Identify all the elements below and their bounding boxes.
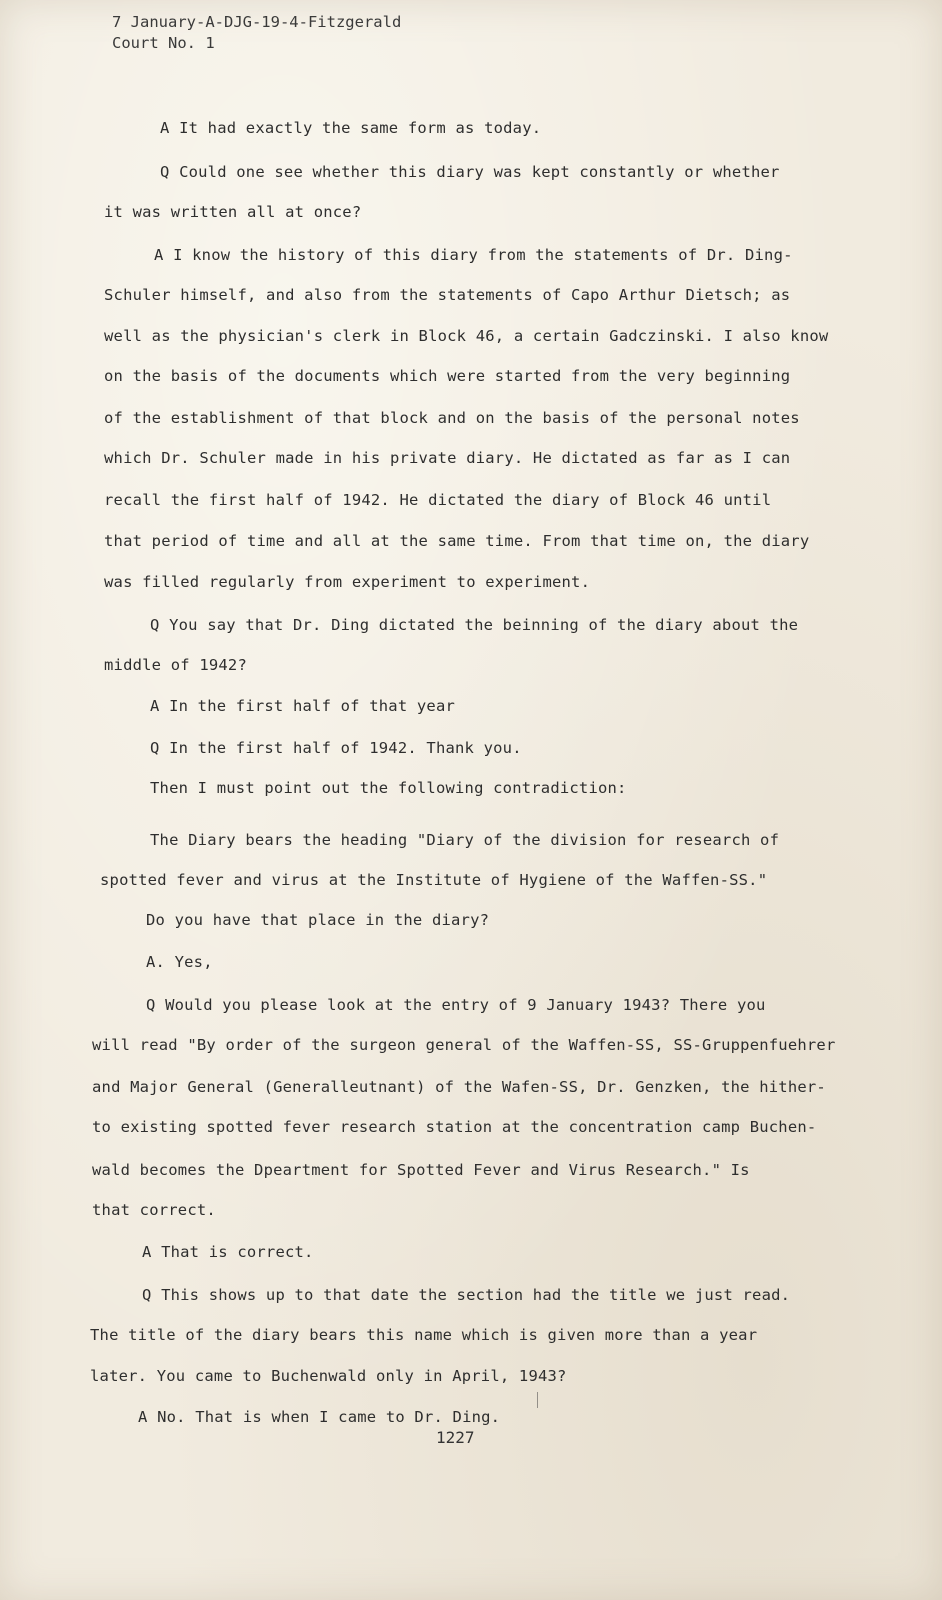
transcript-line: Q Could one see whether this diary was kept constantly or whether xyxy=(160,163,780,181)
transcript-line: spotted fever and virus at the Institute of Hygiene of the Waffen-SS." xyxy=(100,871,768,889)
transcript-line: that correct. xyxy=(92,1201,216,1219)
transcript-line: on the basis of the documents which were started from the very beginning xyxy=(104,367,791,385)
transcript-line: recall the first half of 1942. He dictated the diary of Block 46 until xyxy=(104,491,772,509)
transcript-line: A That is correct. xyxy=(142,1243,314,1261)
transcript-line: Q You say that Dr. Ding dictated the beinning of the diary about the xyxy=(150,616,799,634)
transcript-line: will read "By order of the surgeon general of the Waffen-SS, SS-Gruppenfuehrer xyxy=(92,1036,836,1054)
transcript-line: to existing spotted fever research station at the concentration camp Buchen- xyxy=(92,1118,817,1136)
header-reference: 7 January-A-DJG-19-4-Fitzgerald xyxy=(112,13,402,31)
transcript-line: Then I must point out the following contradiction: xyxy=(150,779,627,797)
transcript-line: middle of 1942? xyxy=(104,656,247,674)
document-header xyxy=(112,12,401,54)
transcript-line: Q In the first half of 1942. Thank you. xyxy=(150,739,522,757)
transcript-line: of the establishment of that block and on the basis of the personal notes xyxy=(104,409,800,427)
header-court: Court No. 1 xyxy=(112,34,215,52)
paper-mark xyxy=(537,1392,538,1408)
transcript-line: well as the physician's clerk in Block 46, a certain Gadczinski. I also know xyxy=(104,327,829,345)
page-number: 1227 xyxy=(436,1428,475,1447)
transcript-line: later. You came to Buchenwald only in April, 1943? xyxy=(90,1367,567,1385)
transcript-line: Do you have that place in the diary? xyxy=(146,911,490,929)
transcript-line: The Diary bears the heading "Diary of the division for research of xyxy=(150,831,780,849)
transcript-line: and Major General (Generalleutnant) of the Wafen-SS, Dr. Genzken, the hither- xyxy=(92,1078,826,1096)
transcript-line: A. Yes, xyxy=(146,953,213,971)
transcript-line: was filled regularly from experiment to experiment. xyxy=(104,573,591,591)
transcript-line: A It had exactly the same form as today. xyxy=(160,119,542,137)
transcript-line: A In the first half of that year xyxy=(150,697,456,715)
transcript-line: which Dr. Schuler made in his private diary. He dictated as far as I can xyxy=(104,449,791,467)
transcript-line: wald becomes the Dpeartment for Spotted Fever and Virus Research." Is xyxy=(92,1161,750,1179)
transcript-line: A I know the history of this diary from the statements of Dr. Ding- xyxy=(154,246,793,264)
transcript-line: Schuler himself, and also from the statements of Capo Arthur Dietsch; as xyxy=(104,286,791,304)
transcript-line: A No. That is when I came to Dr. Ding. xyxy=(138,1408,501,1426)
transcript-line: that period of time and all at the same time. From that time on, the diary xyxy=(104,532,810,550)
transcript-line: Q This shows up to that date the section had the title we just read. xyxy=(142,1286,791,1304)
transcript-line: it was written all at once? xyxy=(104,203,362,221)
transcript-line: The title of the diary bears this name which is given more than a year xyxy=(90,1326,758,1344)
transcript-line: Q Would you please look at the entry of 9 January 1943? There you xyxy=(146,996,766,1014)
